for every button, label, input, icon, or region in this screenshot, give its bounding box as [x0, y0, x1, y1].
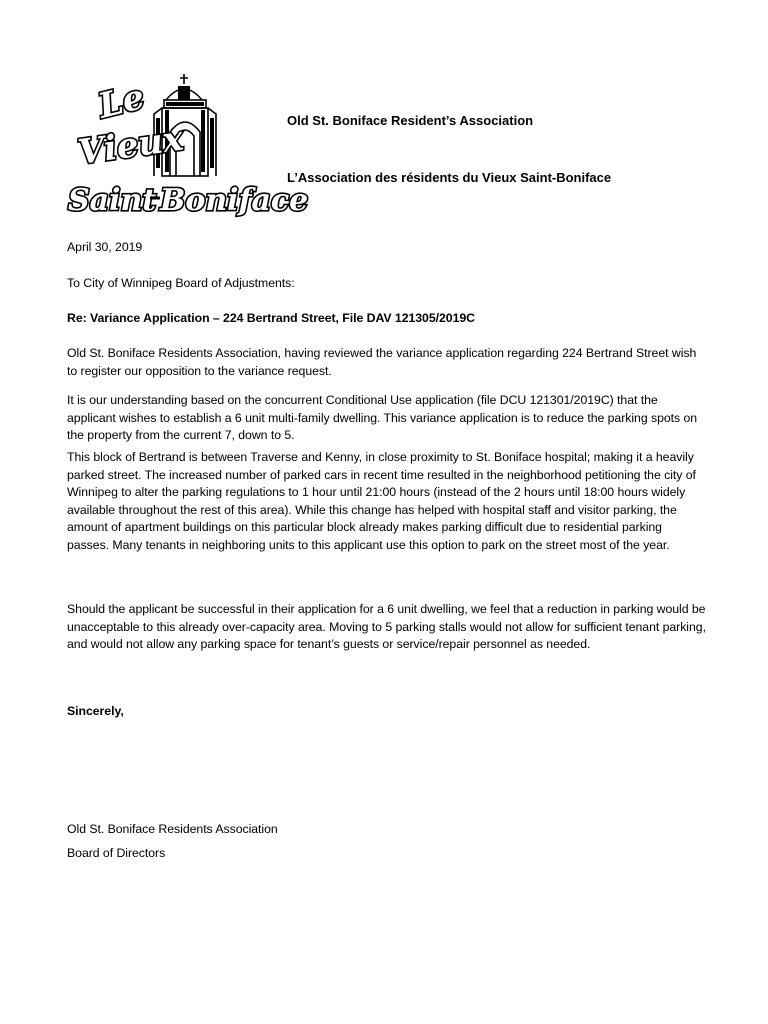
- signature-title: Board of Directors: [67, 846, 166, 860]
- body-paragraph-4: Should the applicant be successful in their application for a 6 unit dwelling, we feel that a reduction in parking would be unacceptable to this already over-capacity area. Moving to 5 parking stalls would not allow for sufficient tenant parking, and would not allow any parking space for tenant’s guests or service/repair personnel as needed.: [67, 602, 706, 651]
- signature-organization: Old St. Boniface Residents Association: [67, 822, 278, 836]
- letter-closing: Sincerely,: [67, 704, 124, 718]
- body-paragraph-2: It is our understanding based on the concurrent Conditional Use application (file DCU 121301/2019C) that the applicant wishes to establish a 6 unit multi-family dwelling. This variance application is to reduce the parking spots on the property from the current 7, down to 5.: [67, 393, 698, 442]
- svg-text:Le: Le: [94, 76, 149, 127]
- vieux-saint-boniface-logo: [66, 70, 309, 218]
- org-name-french: L’Association des résidents du Vieux Saint-Boniface: [287, 170, 612, 185]
- svg-text:Vieux: Vieux: [75, 118, 186, 173]
- org-name-english: Old St. Boniface Resident’s Association: [287, 113, 534, 128]
- letter-recipient: To City of Winnipeg Board of Adjustments:: [67, 276, 295, 290]
- letter-subject: Re: Variance Application – 224 Bertrand Street, File DAV 121305/2019C: [67, 311, 475, 325]
- svg-text:Saint: Saint: [68, 183, 157, 218]
- svg-text:Boniface: Boniface: [160, 183, 309, 218]
- letter-date: April 30, 2019: [67, 240, 143, 254]
- body-paragraph-1: Old St. Boniface Residents Association, having reviewed the variance application regarding 224 Bertrand Street wish to register our opposition to the variance request.: [67, 346, 697, 378]
- body-paragraph-3: This block of Bertrand is between Traverse and Kenny, in close proximity to St. Boniface hospital; making it a heavily parked street. The increased number of parked cars in recent time resulted in the neighborhood petitioning the city of Winnipeg to alter the parking regulations to 1 hour until 21:00 hours (instead of the 2 hours until 18:00 hours widely available throughout the rest of this area). While this change has helped with hospital staff and visitor parking, the amount of apartment buildings on this particular block already makes parking difficult due to residential parking passes. Many tenants in neighboring units to this applicant use this option to park on the street most of the year.: [67, 450, 696, 552]
